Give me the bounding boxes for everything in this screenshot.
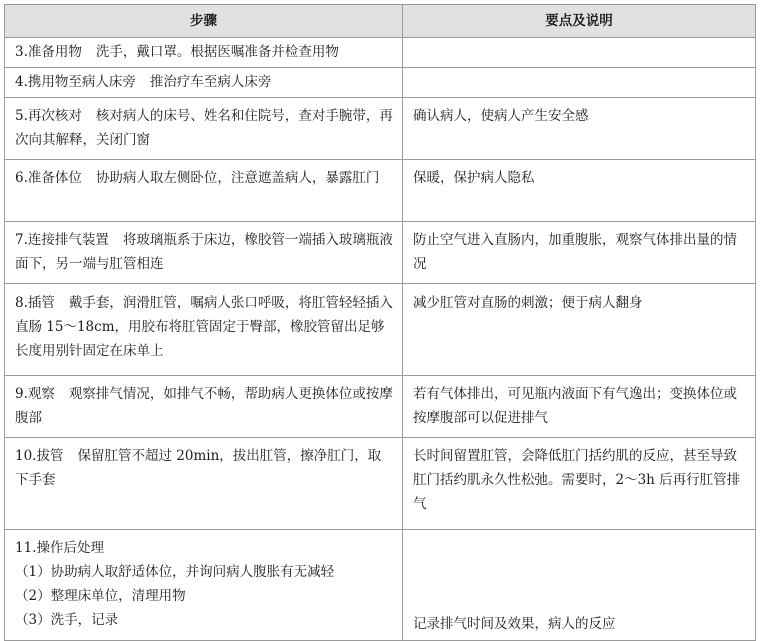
step-text: 将玻璃瓶系于床边，橡胶管一端插入玻璃瓶液面下，另一端与肛管相连: [15, 232, 393, 272]
step-cell: [5, 38, 403, 68]
step-cell: [5, 68, 403, 98]
step-cell: [5, 376, 403, 438]
step-text: 洗手，戴口罩。根据医嘱准备并检查用物: [95, 44, 339, 60]
step-cell: [5, 284, 403, 376]
step-subitem: （1）协助病人取舒适体位，并询问病人腹胀有无减轻: [15, 564, 335, 580]
procedure-table-container: [4, 4, 755, 641]
step-title: 4.携用物至病人床旁: [15, 74, 136, 90]
table-row: [5, 530, 756, 641]
step-text: 戴手套，润滑肛管，嘱病人张口呼吸，将肛管轻轻插入直肠 15～18cm，用胶布将肛管固定于臀部，橡胶管留出足够长度用别针固定在床单上: [15, 295, 393, 359]
header-steps: 步骤: [5, 5, 403, 38]
step-title: 5.再次核对: [15, 108, 82, 124]
note-cell: [403, 38, 756, 68]
step-cell: [5, 160, 403, 222]
procedure-table: [4, 4, 756, 641]
step-subitem: （2）整理床单位，清理用物: [15, 588, 186, 604]
step-subitem: （3）洗手，记录: [15, 612, 119, 628]
header-notes: 要点及说明: [403, 5, 756, 38]
note-cell: [403, 68, 756, 98]
note-cell: 若有气体排出，可见瓶内液面下有气逸出；变换体位或按摩腹部可以促进排气: [403, 376, 756, 438]
step-text: 保留肛管不超过 20min，拔出肛管，擦净肛门，取下手套: [15, 448, 382, 488]
step-title: 10.拔管: [15, 448, 64, 464]
note-cell: 保暖，保护病人隐私: [403, 160, 756, 222]
table-row: [5, 38, 756, 68]
step-cell: [5, 530, 403, 641]
table-row: [5, 68, 756, 98]
step-title: 8.插管: [15, 295, 55, 311]
step-text: 核对病人的床号、姓名和住院号，查对手腕带，再次向其解释，关闭门窗: [15, 108, 393, 148]
note-cell: 记录排气时间及效果，病人的反应: [403, 530, 756, 641]
step-cell: [5, 98, 403, 160]
table-row: [5, 284, 756, 376]
step-title: 9.观察: [15, 386, 55, 402]
table-row: [5, 222, 756, 284]
step-text: 协助病人取左侧卧位，注意遮盖病人，暴露肛门: [95, 170, 380, 186]
note-cell: 确认病人，使病人产生安全感: [403, 98, 756, 160]
step-title: 7.连接排气装置: [15, 232, 109, 248]
table-row: [5, 160, 756, 222]
step-text: 观察排气情况，如排气不畅，帮助病人更换体位或按摩腹部: [15, 386, 393, 426]
step-title: 6.准备体位: [15, 170, 82, 186]
table-header-row: [5, 5, 756, 38]
table-row: [5, 98, 756, 160]
table-row: [5, 376, 756, 438]
step-title: 3.准备用物: [15, 44, 82, 60]
note-cell: 长时间留置肛管，会降低肛门括约肌的反应，甚至导致肛门括约肌永久性松弛。需要时，2～3h 后再行肛管排气: [403, 438, 756, 530]
step-cell: [5, 438, 403, 530]
step-text: 推治疗车至病人床旁: [149, 74, 272, 90]
note-cell: 防止空气进入直肠内，加重腹胀，观察气体排出量的情况: [403, 222, 756, 284]
step-title: 11.操作后处理: [15, 540, 104, 556]
table-row: [5, 438, 756, 530]
step-cell: [5, 222, 403, 284]
note-cell: 减少肛管对直肠的刺激；便于病人翻身: [403, 284, 756, 376]
